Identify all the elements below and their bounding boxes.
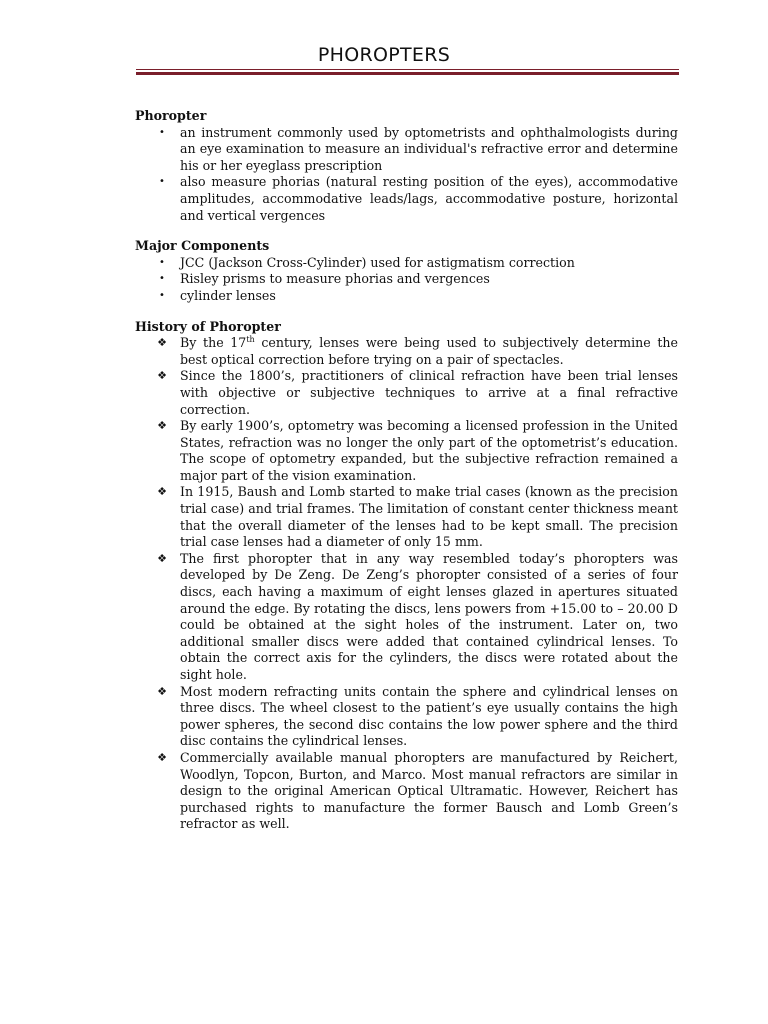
section-history [135,319,678,833]
bullet-icon: • [159,126,165,138]
list-item-text: By early 1900’s, optometry was becoming a licensed profession in the United States, refraction was no longer the only part of the optometrist’s education. The scope of optometry expanded, but the subjective refraction remained a major part of the vision examination. [180,418,678,483]
diamond-bullet-icon: ❖ [157,485,167,499]
list-item-text: In 1915, Baush and Lomb started to make trial cases (known as the precision trial case) and trial frames. The limitation of constant center thickness meant that the overall diameter of the lenses had to be kept small. The precision trial case lenses had a diameter of only 15 mm. [180,484,678,550]
list-item [135,125,678,175]
list-item-text: also measure phorias (natural resting position of the eyes), accommodative amplitudes, accommodative leads/lags, accommodative posture, horizontal and vertical vergences [180,174,678,223]
list-item-text: Since the 1800’s, practitioners of clinical refraction have been trial lenses with objective or subjective techniques to arrive at a final refractive correction. [180,368,678,417]
section-components [135,238,678,304]
diamond-bullet-icon: ❖ [157,419,167,433]
diamond-bullet-icon: ❖ [157,750,167,764]
bullet-icon: • [159,256,165,268]
bullet-icon: • [159,289,165,301]
list-item-text: Commercially available manual phoropters are manufactured by Reichert, Woodlyn, Topcon, Burton, and Marco. Most manual refractors are similar in design to the original American Optical Ultramatic. However, Reichert has purchased rights to manufacture the former Bausch and Lomb Green’s refractor as well. [180,749,678,832]
bullet-icon: • [159,176,165,188]
document-body [135,108,678,847]
section-heading-history: History of Phoropter [135,318,281,334]
title-rule-thick [136,72,679,75]
list-item [135,418,678,484]
list-item [135,750,678,833]
list-item-text: an instrument commonly used by optometrists and ophthalmologists during an eye examination to measure an individual's refractive error and determine his or her eyeglass prescription [180,124,678,173]
diamond-bullet-icon: ❖ [157,336,167,350]
list-item-text: Risley prisms to measure phorias and vergences [180,271,490,287]
section-heading-phoropter: Phoropter [135,108,207,123]
list-item [135,684,678,750]
history-list [135,335,678,833]
list-item [135,335,678,368]
list-item [135,484,678,550]
phoropter-list [135,125,678,225]
list-item-text: Most modern refracting units contain the sphere and cylindrical lenses on three discs. The wheel closest to the patient’s eye usually contains the high power spheres, the second disc contains the low power sphere and the third disc contains the cylindrical lenses. [180,683,678,749]
section-phoropter [135,108,678,224]
list-item [135,288,678,305]
list-item-text-suffix: century, lenses were being used to subjectively determine the best optical correction before trying on a pair of spectacles. [180,335,678,367]
list-item [135,551,678,684]
list-item [135,255,678,272]
list-item-text: cylinder lenses [180,287,276,303]
list-item-text: The first phoropter that in any way resembled today’s phoropters was developed by De Zeng. De Zeng’s phoropter consisted of a series of four discs, each having a maximum of eight lenses glazed in apertures situated around the edge. By rotating the discs, lens powers from +15.00 to – 20.00 D could be obtained at the sight holes of the instrument. Later on, two additional smaller discs were added that contained cylindrical lenses. To obtain the correct axis for the cylinders, the discs were rotated about the sight hole. [180,550,678,682]
list-item [135,368,678,418]
page-title: PHOROPTERS [317,44,451,66]
list-item-text-prefix: By the 17 [180,335,247,351]
components-list [135,255,678,305]
list-item [135,174,678,224]
diamond-bullet-icon: ❖ [157,551,167,565]
diamond-bullet-icon: ❖ [157,369,167,383]
diamond-bullet-icon: ❖ [157,684,167,698]
list-item-text: JCC (Jackson Cross-Cylinder) used for astigmatism correction [180,254,575,270]
bullet-icon: • [159,273,165,285]
superscript: th [246,334,255,344]
section-heading-components: Major Components [135,238,270,254]
list-item [135,271,678,288]
title-rule-thin [136,69,679,70]
